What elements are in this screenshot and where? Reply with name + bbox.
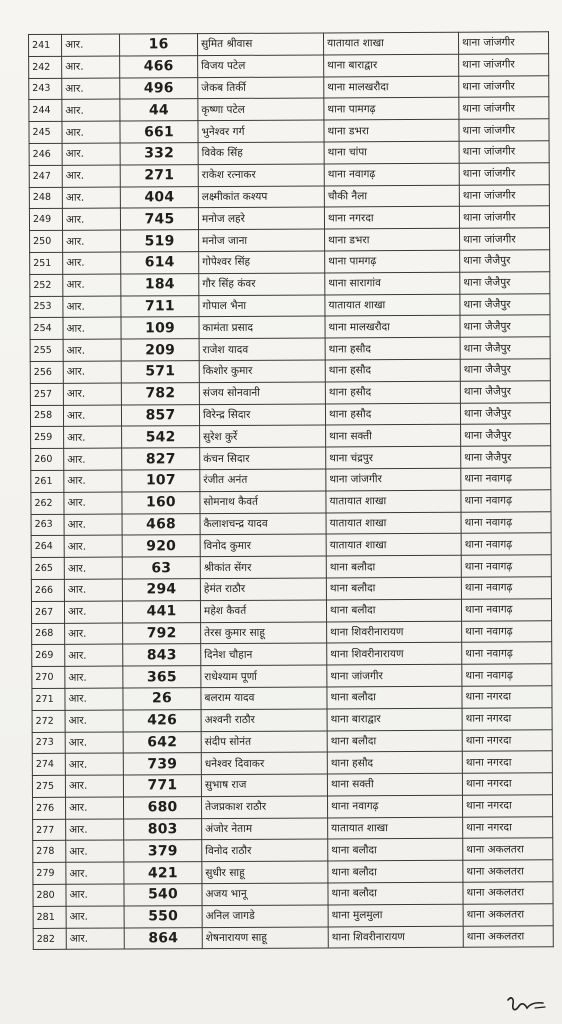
serial-number: 271 [32, 688, 65, 710]
serial-number: 241 [29, 34, 62, 56]
transfer-destination: थाना जैजैपुर [460, 293, 550, 315]
rank: आर. [66, 819, 124, 841]
transfer-destination: थाना जांजगीर [459, 97, 549, 119]
transfer-destination: थाना नवागढ़ [462, 664, 552, 686]
badge-number: 421 [124, 862, 202, 884]
transfer-destination: थाना नगरदा [462, 686, 552, 708]
employee-name: सुमित श्रीवास [198, 33, 324, 55]
rank: आर. [64, 492, 122, 514]
serial-number: 268 [32, 623, 65, 645]
employee-name: जेकब तिर्की [198, 77, 324, 99]
table-row [31, 424, 551, 449]
serial-number: 281 [33, 906, 66, 928]
rank: आर. [62, 165, 120, 187]
table-row [29, 97, 549, 122]
badge-number: 294 [122, 579, 200, 601]
rank: आर. [62, 208, 120, 230]
serial-number: 244 [29, 100, 62, 122]
table-row [32, 795, 552, 820]
transfer-destination: थाना जैजैपुर [460, 315, 550, 337]
transfer-destination: थाना जैजैपुर [460, 359, 550, 381]
employee-name: सुरेश कुर्रे [200, 425, 326, 447]
employee-name: कामंता प्रसाद [199, 316, 325, 338]
rank: आर. [63, 317, 121, 339]
table-row [30, 228, 550, 253]
badge-number: 16 [120, 34, 198, 56]
current-posting: थाना डभरा [324, 119, 459, 142]
table-row [29, 75, 549, 100]
table-row [29, 184, 549, 209]
rank: आर. [62, 78, 120, 100]
serial-number: 254 [30, 318, 63, 340]
serial-number: 257 [30, 383, 63, 405]
badge-number: 271 [120, 164, 198, 186]
rank: आर. [65, 644, 123, 666]
rank: आर. [63, 274, 121, 296]
current-posting: थाना बलौदा [326, 577, 461, 600]
current-posting: थाना बलौदा [326, 599, 461, 622]
serial-number: 255 [30, 339, 63, 361]
employee-name: अनिल जागडे [202, 905, 328, 927]
current-posting: थाना बलौदा [328, 839, 463, 862]
rank: आर. [64, 601, 122, 623]
table-row [29, 54, 549, 79]
current-posting: थाना चंद्रपुर [326, 446, 461, 469]
transfer-destination: थाना जांजगीर [459, 119, 549, 141]
transfer-destination: थाना नवागढ़ [461, 490, 551, 512]
serial-number: 253 [30, 296, 63, 318]
badge-number: 63 [122, 557, 200, 579]
badge-number: 468 [122, 513, 200, 535]
transfer-destination: थाना जैजैपुर [460, 381, 550, 403]
badge-number: 680 [123, 796, 201, 818]
transfer-destination: थाना नवागढ़ [461, 511, 551, 533]
rank: आर. [64, 514, 122, 536]
badge-number: 332 [120, 143, 198, 165]
transfer-destination: थाना अकलतरा [463, 925, 553, 947]
table-row [32, 729, 552, 754]
rank: आर. [62, 121, 120, 143]
transfer-destination: थाना अकलतरा [463, 838, 553, 860]
rank: आर. [65, 666, 123, 688]
rank: आर. [65, 710, 123, 732]
current-posting: यातायात शाखा [326, 490, 461, 513]
table-row [33, 925, 553, 950]
current-posting: थाना मालखरौदा [324, 76, 459, 99]
badge-number: 404 [120, 186, 198, 208]
employee-name: विजय पटेल [198, 55, 324, 77]
transfer-destination: थाना जैजैपुर [460, 402, 550, 424]
serial-number: 252 [30, 274, 63, 296]
badge-number: 745 [120, 208, 198, 230]
rank: आर. [62, 34, 120, 56]
transfer-list-table [28, 31, 554, 950]
transfer-destination: थाना नवागढ़ [461, 598, 551, 620]
serial-number: 261 [31, 470, 64, 492]
serial-number: 278 [33, 841, 66, 863]
rank: आर. [63, 361, 121, 383]
table-row [29, 163, 549, 188]
table-row [32, 707, 552, 732]
serial-number: 259 [31, 427, 64, 449]
transfer-destination: थाना नगरदा [462, 729, 552, 751]
serial-number: 247 [29, 165, 62, 187]
current-posting: थाना सारागांव [325, 272, 460, 295]
rank: आर. [66, 840, 124, 862]
badge-number: 109 [121, 317, 199, 339]
serial-number: 276 [32, 797, 65, 819]
employee-name: मनोज जाना [199, 229, 325, 251]
employee-name: महेश कैवर्त [200, 600, 326, 622]
table-row [30, 381, 550, 406]
employee-name: धनेश्वर दिवाकर [201, 752, 327, 774]
badge-number: 711 [121, 295, 199, 317]
table-row [33, 882, 553, 907]
badge-number: 920 [122, 535, 200, 557]
serial-number: 267 [31, 601, 64, 623]
serial-number: 251 [30, 252, 63, 274]
rank: आर. [65, 688, 123, 710]
transfer-list-body [29, 32, 554, 950]
employee-name: हेमंत राठौर [200, 578, 326, 600]
transfer-destination: थाना जांजगीर [460, 228, 550, 250]
rank: आर. [63, 405, 121, 427]
badge-number: 496 [120, 77, 198, 99]
badge-number: 843 [123, 644, 201, 666]
current-posting: थाना बलौदा [326, 555, 461, 578]
employee-name: विरेन्द्र सिदार [199, 403, 325, 425]
serial-number: 248 [29, 187, 62, 209]
table-row [30, 315, 550, 340]
serial-number: 242 [29, 56, 62, 78]
serial-number: 265 [31, 557, 64, 579]
badge-number: 864 [124, 927, 202, 949]
table-row [31, 490, 551, 515]
transfer-destination: थाना जांजगीर [459, 206, 549, 228]
badge-number: 519 [121, 230, 199, 252]
rank: आर. [63, 230, 121, 252]
rank: आर. [64, 535, 122, 557]
badge-number: 441 [122, 600, 200, 622]
handwritten-signature [505, 992, 547, 1018]
current-posting: थाना हसौद [325, 359, 460, 382]
table-row [31, 577, 551, 602]
serial-number: 282 [33, 928, 66, 950]
rank: आर. [62, 187, 120, 209]
table-row [33, 838, 553, 863]
employee-name: कैलाशचन्द्र यादव [200, 512, 326, 534]
table-row [30, 359, 550, 384]
table-row [32, 620, 552, 645]
table-row [30, 337, 550, 362]
employee-name: गोपाल भैना [199, 295, 325, 317]
badge-number: 803 [124, 818, 202, 840]
serial-number: 243 [29, 78, 62, 100]
rank: आर. [63, 383, 121, 405]
serial-number: 280 [33, 884, 66, 906]
transfer-destination: थाना जैजैपुर [461, 424, 551, 446]
serial-number: 263 [31, 514, 64, 536]
current-posting: थाना हसौद [325, 381, 460, 404]
rank: आर. [66, 862, 124, 884]
current-posting: थाना जांजगीर [326, 468, 461, 491]
badge-number: 379 [124, 840, 202, 862]
transfer-destination: थाना अकलतरा [463, 860, 553, 882]
serial-number: 270 [32, 666, 65, 688]
rank: आर. [64, 579, 122, 601]
serial-number: 269 [32, 645, 65, 667]
badge-number: 466 [120, 55, 198, 77]
serial-number: 274 [32, 754, 65, 776]
badge-number: 365 [123, 666, 201, 688]
rank: आर. [63, 252, 121, 274]
transfer-destination: थाना नगरदा [463, 816, 553, 838]
current-posting: यातायात शाखा [325, 294, 460, 317]
employee-name: सोमनाथ कैवर्त [200, 491, 326, 513]
employee-name: तेरस कुमार साहू [201, 621, 327, 643]
current-posting: थाना नगरदा [324, 207, 459, 230]
transfer-destination: थाना नवागढ़ [462, 620, 552, 642]
current-posting: थाना नवागढ़ [324, 163, 459, 186]
current-posting: थाना सक्ती [326, 425, 461, 448]
transfer-destination: थाना नवागढ़ [461, 533, 551, 555]
employee-name: कृष्णा पटेल [198, 98, 324, 120]
current-posting: यातायात शाखा [326, 512, 461, 535]
employee-name: सुभाष राज [201, 774, 327, 796]
transfer-destination: थाना नवागढ़ [461, 577, 551, 599]
table-row [29, 206, 549, 231]
current-posting: थाना बलौदा [327, 686, 462, 709]
badge-number: 739 [123, 753, 201, 775]
transfer-destination: थाना जैजैपुर [460, 272, 550, 294]
serial-number: 260 [31, 448, 64, 470]
current-posting: थाना बलौदा [327, 730, 462, 753]
serial-number: 277 [33, 819, 66, 841]
transfer-destination: थाना नगरदा [462, 751, 552, 773]
current-posting: यातायात शाखा [323, 32, 458, 55]
current-posting: थाना बाराद्वार [324, 54, 459, 77]
rank: आर. [62, 99, 120, 121]
table-row [30, 293, 550, 318]
badge-number: 771 [123, 775, 201, 797]
rank: आर. [65, 775, 123, 797]
employee-name: अजय भानू [202, 883, 328, 905]
transfer-destination: थाना नगरदा [462, 795, 552, 817]
employee-name: रंजीत अनंत [200, 469, 326, 491]
current-posting: थाना पामगढ़ [324, 98, 459, 121]
table-row [32, 773, 552, 798]
current-posting: थाना जांजगीर [327, 664, 462, 687]
rank: आर. [64, 448, 122, 470]
transfer-destination: थाना नगरदा [462, 773, 552, 795]
transfer-destination: थाना नवागढ़ [461, 468, 551, 490]
badge-number: 550 [124, 905, 202, 927]
current-posting: यातायात शाखा [326, 534, 461, 557]
rank: आर. [65, 732, 123, 754]
badge-number: 26 [123, 688, 201, 710]
current-posting: थाना शिवरीनारायण [328, 926, 463, 949]
transfer-destination: थाना जैजैपुर [460, 337, 550, 359]
transfer-destination: थाना जैजैपुर [460, 250, 550, 272]
badge-number: 614 [121, 252, 199, 274]
employee-name: राकेश रत्नाकर [198, 164, 324, 186]
table-row [31, 468, 551, 493]
table-row [32, 751, 552, 776]
rank: आर. [62, 56, 120, 78]
rank: आर. [65, 753, 123, 775]
badge-number: 44 [120, 99, 198, 121]
current-posting: थाना हसौद [325, 403, 460, 426]
transfer-destination: थाना नवागढ़ [462, 642, 552, 664]
transfer-destination: थाना जांजगीर [459, 141, 549, 163]
employee-name: लक्ष्मीकांत कश्यप [198, 186, 324, 208]
serial-number: 275 [32, 775, 65, 797]
current-posting: थाना बलौदा [328, 861, 463, 884]
badge-number: 107 [122, 470, 200, 492]
transfer-destination: थाना जांजगीर [458, 32, 548, 54]
transfer-destination: थाना जांजगीर [459, 163, 549, 185]
current-posting: थाना शिवरीनारायण [327, 621, 462, 644]
serial-number: 256 [30, 361, 63, 383]
rank: आर. [66, 884, 124, 906]
table-row [32, 642, 552, 667]
table-row [31, 446, 551, 471]
employee-name: तेजप्रकाश राठौर [201, 796, 327, 818]
transfer-destination: थाना जांजगीर [459, 75, 549, 97]
current-posting: थाना पामगढ़ [325, 250, 460, 273]
current-posting: थाना बलौदा [328, 882, 463, 905]
badge-number: 827 [122, 448, 200, 470]
table-row [31, 555, 551, 580]
rank: आर. [63, 296, 121, 318]
badge-number: 540 [124, 884, 202, 906]
table-row [30, 250, 550, 275]
current-posting: थाना मालखरौदा [325, 316, 460, 339]
rank: आर. [64, 470, 122, 492]
badge-number: 184 [121, 273, 199, 295]
employee-name: राधेश्याम पूर्णा [201, 665, 327, 687]
employee-name: गौर सिंह कंवर [199, 273, 325, 295]
table-row [33, 860, 553, 885]
rank: आर. [63, 339, 121, 361]
employee-name: अश्वनी राठौर [201, 709, 327, 731]
employee-name: विवेक सिंह [198, 142, 324, 164]
serial-number: 279 [33, 863, 66, 885]
table-row [31, 511, 551, 536]
serial-number: 249 [29, 209, 62, 231]
employee-name: किशोर कुमार [199, 360, 325, 382]
transfer-destination: थाना अकलतरा [463, 882, 553, 904]
current-posting: थाना मुलमुला [328, 904, 463, 927]
table-row [29, 119, 549, 144]
table-row [30, 402, 550, 427]
table-row [30, 272, 550, 297]
employee-name: भुनेश्वर गर्ग [198, 120, 324, 142]
table-row [33, 904, 553, 929]
current-posting: थाना बाराद्वार [327, 708, 462, 731]
table-row [32, 686, 552, 711]
employee-name: मनोज लहरे [198, 207, 324, 229]
employee-name: संदीप सोनंत [201, 730, 327, 752]
current-posting: थाना डभरा [325, 228, 460, 251]
badge-number: 209 [121, 339, 199, 361]
current-posting: यातायात शाखा [328, 817, 463, 840]
badge-number: 426 [123, 709, 201, 731]
rank: आर. [65, 797, 123, 819]
serial-number: 250 [30, 230, 63, 252]
transfer-destination: थाना जांजगीर [459, 54, 549, 76]
rank: आर. [64, 426, 122, 448]
current-posting: चौकी नैला [324, 185, 459, 208]
employee-name: दिनेश चौहान [201, 643, 327, 665]
employee-name: बलराम यादव [201, 687, 327, 709]
serial-number: 264 [31, 536, 64, 558]
employee-name: अंजोर नेताम [202, 818, 328, 840]
badge-number: 160 [122, 491, 200, 513]
table-row [29, 32, 549, 57]
table-row [32, 664, 552, 689]
badge-number: 792 [123, 622, 201, 644]
rank: आर. [66, 906, 124, 928]
table-row [29, 141, 549, 166]
serial-number: 258 [30, 405, 63, 427]
serial-number: 273 [32, 732, 65, 754]
serial-number: 272 [32, 710, 65, 732]
current-posting: थाना सक्ती [327, 773, 462, 796]
table-row [31, 598, 551, 623]
table-row [33, 816, 553, 841]
employee-name: विनोद कुमार [200, 534, 326, 556]
employee-name: श्रीकांत सेंगर [200, 556, 326, 578]
employee-name: सुधीर साहू [202, 861, 328, 883]
badge-number: 857 [121, 404, 199, 426]
badge-number: 661 [120, 121, 198, 143]
rank: आर. [65, 623, 123, 645]
current-posting: थाना चांपा [324, 141, 459, 164]
current-posting: थाना शिवरीनारायण [327, 643, 462, 666]
employee-name: विनोद राठौर [202, 839, 328, 861]
transfer-destination: थाना जांजगीर [459, 184, 549, 206]
serial-number: 262 [31, 492, 64, 514]
badge-number: 542 [122, 426, 200, 448]
badge-number: 782 [121, 382, 199, 404]
serial-number: 245 [29, 122, 62, 144]
current-posting: थाना हसौद [325, 337, 460, 360]
transfer-destination: थाना नवागढ़ [461, 555, 551, 577]
rank: आर. [62, 143, 120, 165]
rank: आर. [64, 557, 122, 579]
rank: आर. [66, 928, 124, 950]
current-posting: थाना हसौद [327, 752, 462, 775]
current-posting: थाना नवागढ़ [327, 795, 462, 818]
badge-number: 642 [123, 731, 201, 753]
employee-name: संजय सोनवानी [199, 382, 325, 404]
employee-name: शेषनारायण साहू [202, 927, 328, 949]
table-row [31, 533, 551, 558]
serial-number: 266 [31, 579, 64, 601]
transfer-destination: थाना जैजैपुर [461, 446, 551, 468]
employee-name: कंचन सिदार [200, 447, 326, 469]
employee-name: राजेश यादव [199, 338, 325, 360]
transfer-destination: थाना अकलतरा [463, 904, 553, 926]
transfer-destination: थाना नगरदा [462, 707, 552, 729]
employee-name: गोपेश्वर सिंह [199, 251, 325, 273]
badge-number: 571 [121, 361, 199, 383]
serial-number: 246 [29, 143, 62, 165]
